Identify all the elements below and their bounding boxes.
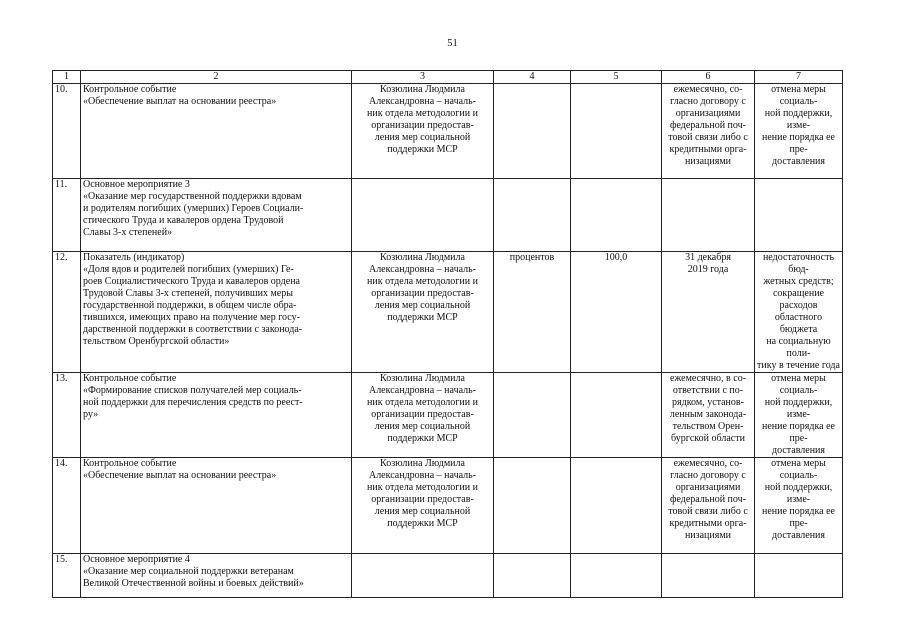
- unit-of-measure: [494, 554, 571, 598]
- page-number: 51: [447, 38, 458, 49]
- target-value: [571, 84, 662, 179]
- header-col-7: 7: [755, 71, 843, 84]
- measure-name: Показатель (индикатор) «Доля вдов и родителей погибших (умерших) Ге- роев Социалистического Труда и кавалеров ордена Трудовой Славы 3-х степеней, получивших меры государственной поддержки, в общем числе обра- тившихся, имеющих право на получение мер госу- дарственной поддержки в соответствии с законода- тельством Оренбургской области»: [81, 252, 352, 373]
- target-value: 100,0: [571, 252, 662, 373]
- responsible-person: Козюлина Людмила Александровна – началь- ник отдела методологии и организации предостав- ления мер социальной поддержки МСР: [352, 458, 494, 554]
- risks: отмена меры социаль- ной поддержки, изме- нение порядка ее пре- доставления: [755, 84, 843, 179]
- measure-name: Основное мероприятие 3 «Оказание мер государственной поддержки вдовам и родителям погибших (умерших) Героев Социали- стического Труда и кавалеров ордена Трудовой Славы 3-х степеней»: [81, 179, 352, 252]
- unit-of-measure: [494, 373, 571, 458]
- row-number: 15.: [53, 554, 81, 598]
- row-number: 10.: [53, 84, 81, 179]
- header-col-1: 1: [53, 71, 81, 84]
- measures-table: [52, 70, 843, 598]
- unit-of-measure: [494, 458, 571, 554]
- risks: недостаточность бюд- жетных средств; сокращение расходов областного бюджета на социальную поли- тику в течение года: [755, 252, 843, 373]
- table-row: [53, 84, 843, 179]
- measure-name: Контрольное событие «Обеспечение выплат на основании реестра»: [81, 84, 352, 179]
- deadline: ежемесячно, в со- ответствии с по- рядком, установ- ленным законода- тельством Орен- бургской области: [662, 373, 755, 458]
- header-col-2: 2: [81, 71, 352, 84]
- measure-name: Контрольное событие «Формирование списков получателей мер социаль- ной поддержки для перечисления средств по реест- ру»: [81, 373, 352, 458]
- table-row: [53, 458, 843, 554]
- unit-of-measure: процентов: [494, 252, 571, 373]
- unit-of-measure: [494, 84, 571, 179]
- deadline: ежемесячно, со- гласно договору с организациями федеральной поч- товой связи либо с кредитными орга- низациями: [662, 84, 755, 179]
- row-number: 12.: [53, 252, 81, 373]
- target-value: [571, 373, 662, 458]
- header-col-4: 4: [494, 71, 571, 84]
- target-value: [571, 458, 662, 554]
- table-row: [53, 554, 843, 598]
- responsible-person: Козюлина Людмила Александровна – началь- ник отдела методологии и организации предостав- ления мер социальной поддержки МСР: [352, 373, 494, 458]
- risks: отмена меры социаль- ной поддержки, изме- нение порядка ее пре- доставления: [755, 458, 843, 554]
- target-value: [571, 554, 662, 598]
- deadline: [662, 554, 755, 598]
- table-row: [53, 179, 843, 252]
- header-col-5: 5: [571, 71, 662, 84]
- table-row: [53, 373, 843, 458]
- deadline: ежемесячно, со- гласно договору с организациями федеральной поч- товой связи либо с кредитными орга- низациями: [662, 458, 755, 554]
- deadline: 31 декабря 2019 года: [662, 252, 755, 373]
- responsible-person: [352, 179, 494, 252]
- header-col-3: 3: [352, 71, 494, 84]
- responsible-person: Козюлина Людмила Александровна – началь- ник отдела методологии и организации предостав- ления мер социальной поддержки МСР: [352, 84, 494, 179]
- risks: [755, 554, 843, 598]
- row-number: 13.: [53, 373, 81, 458]
- measure-name: Основное мероприятие 4 «Оказание мер социальной поддержки ветеранам Великой Отечественной войны и боевых действий»: [81, 554, 352, 598]
- header-row: [53, 71, 843, 84]
- responsible-person: Козюлина Людмила Александровна – началь- ник отдела методологии и организации предостав- ления мер социальной поддержки МСР: [352, 252, 494, 373]
- risks: отмена меры социаль- ной поддержки, изме- нение порядка ее пре- доставления: [755, 373, 843, 458]
- table-row: [53, 252, 843, 373]
- row-number: 11.: [53, 179, 81, 252]
- target-value: [571, 179, 662, 252]
- header-col-6: 6: [662, 71, 755, 84]
- responsible-person: [352, 554, 494, 598]
- measure-name: Контрольное событие «Обеспечение выплат на основании реестра»: [81, 458, 352, 554]
- unit-of-measure: [494, 179, 571, 252]
- risks: [755, 179, 843, 252]
- row-number: 14.: [53, 458, 81, 554]
- deadline: [662, 179, 755, 252]
